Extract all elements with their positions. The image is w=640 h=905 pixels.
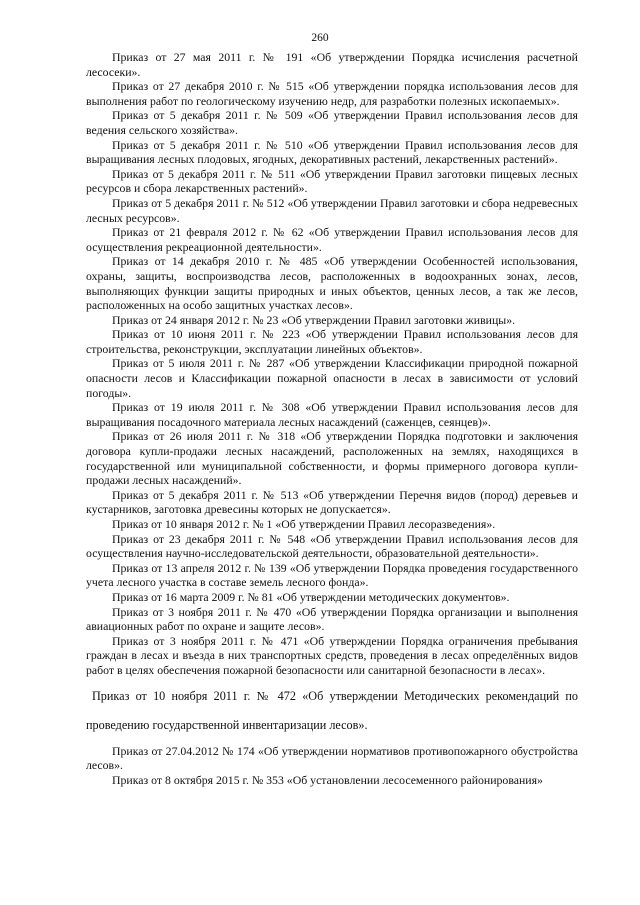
order-item: Приказ от 13 апреля 2012 г. № 139 «Об утверждении Порядка проведения государственного учета лесного участка в составе земель лесного фонда». [86, 560, 578, 590]
order-item: Приказ от 10 июня 2011 г. № 223 «Об утверждении Правил использования лесов для строительства, реконструкции, эксплуатации линейных объектов». [86, 327, 578, 356]
order-item: Приказ от 3 ноября 2011 г. № 470 «Об утверждении Порядка организации и выполнения авиационных работ по охране и защите лесов». [86, 604, 578, 634]
order-item: Приказ от 5 декабря 2011 г. № 512 «Об утверждении Правил заготовки и сбора недревесных лесных ресурсов». [86, 195, 578, 225]
order-item: Приказ от 5 декабря 2011 г. № 511 «Об утверждении Правил заготовки пищевых лесных ресурсов и сбора лекарственных растений». [86, 166, 578, 196]
order-item: Приказ от 14 декабря 2010 г. № 485 «Об утверждении Особенностей использования, охраны, защиты, воспроизводства лесов, расположенных в водоохранных зонах, лесов, выполняющих функции защиты природных и иных объектов, ценных лесов, а так же лесов, расположенных на особо защитных участках лесов». [86, 254, 578, 313]
order-item: Приказ от 26 июля 2011 г. № 318 «Об утверждении Порядка подготовки и заключения договора купли-продажи лесных насаждений, расположенных на землях, находящихся в государственной или муниципальной собственности, и формы примерного договора купли-продажи лесных насаждений». [86, 429, 578, 488]
order-item: Приказ от 24 января 2012 г. № 23 «Об утверждении Правил заготовки живицы». [112, 312, 516, 327]
order-item: Приказ от 27 мая 2011 г. № 191 «Об утверждении Порядка исчисления расчетной лесосеки». [86, 50, 578, 79]
order-item: Приказ от 8 октября 2015 г. № 353 «Об установлении лесосеменного районирования» [112, 772, 543, 787]
order-item: Приказ от 27.04.2012 № 174 «Об утверждении нормативов противопожарного обустройства лесов». [86, 743, 578, 773]
order-item: Приказ от 10 ноября 2011 г. № 472 «Об утверждении Методических рекомендаций по проведению государственной инвентаризации лесов». [86, 688, 578, 732]
page-number: 260 [311, 32, 329, 44]
order-list [86, 50, 578, 787]
order-item: Приказ от 5 июля 2011 г. № 287 «Об утверждении Классификации природной пожарной опасности лесов и Классификации пожарной опасности в лесах в зависимости от условий погоды». [86, 356, 578, 400]
order-item: Приказ от 16 марта 2009 г. № 81 «Об утверждении методических документов». [112, 589, 510, 604]
order-item: Приказ от 23 декабря 2011 г. № 548 «Об утверждении Правил использования лесов для осуществления научно-исследовательской деятельности, образовательной деятельности». [86, 531, 578, 561]
order-item: Приказ от 5 декабря 2011 г. № 510 «Об утверждении Правил использования лесов для выращивания лесных плодовых, ягодных, декоративных растений, лекарственных растений». [86, 137, 578, 167]
order-item: Приказ от 19 июля 2011 г. № 308 «Об утверждении Правил использования лесов для выращивания посадочного материала лесных насаждений (саженцев, сеянцев)». [86, 400, 578, 429]
order-item: Приказ от 27 декабря 2010 г. № 515 «Об утверждении порядка использования лесов для выполнения работ по геологическому изучению недр, для разработки полезных ископаемых». [86, 79, 578, 108]
order-item: Приказ от 21 февраля 2012 г. № 62 «Об утверждении Правил использования лесов для осуществления рекреационной деятельности». [86, 225, 578, 254]
order-item: Приказ от 5 декабря 2011 г. № 513 «Об утверждении Перечня видов (пород) деревьев и кустарников, заготовка древесины которых не допускается». [86, 487, 578, 517]
order-item: Приказ от 10 января 2012 г. № 1 «Об утверждении Правил лесоразведения». [112, 517, 496, 531]
order-item: Приказ от 5 декабря 2011 г. № 509 «Об утверждении Правил использования лесов для ведения сельского хозяйства». [86, 108, 578, 137]
order-item: Приказ от 3 ноября 2011 г. № 471 «Об утверждении Порядка ограничения пребывания граждан в лесах и въезда в них транспортных средств, проведения в лесах определённых видов работ в целях обеспечения пожарной безопасности или санитарной безопасности в лесах». [86, 633, 578, 677]
